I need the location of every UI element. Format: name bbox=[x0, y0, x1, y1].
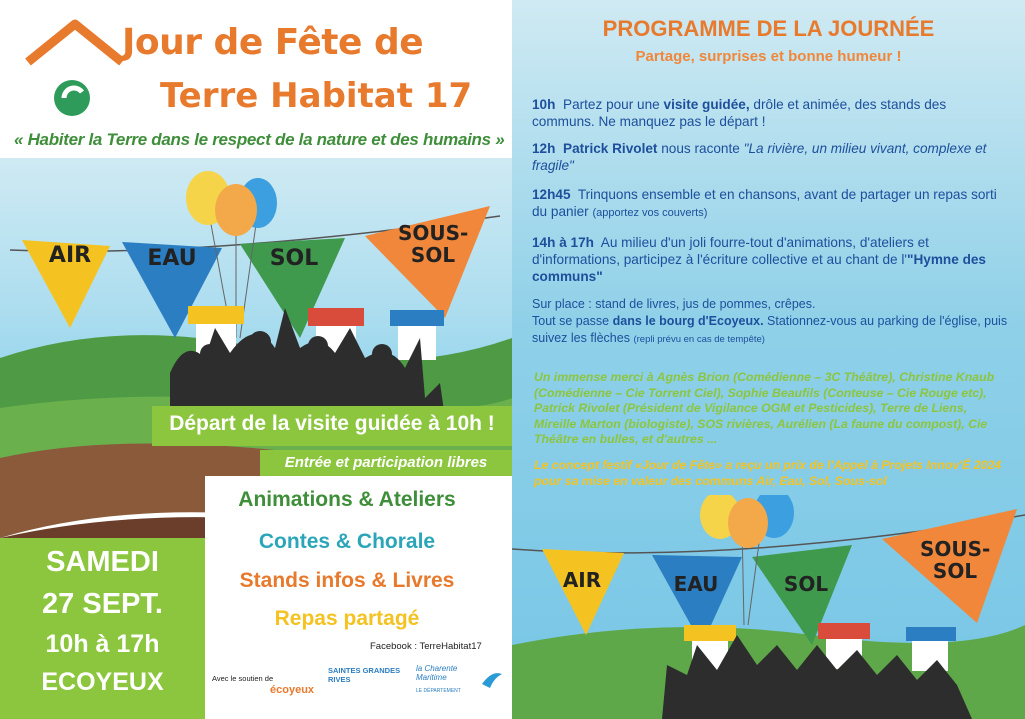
sur-place-line2 bbox=[532, 313, 1012, 348]
item-2-time: 12h bbox=[532, 141, 556, 156]
flag-soussol-line1: SOUS- bbox=[398, 221, 469, 245]
sur-place-2b: dans le bourg d'Ecoyeux. bbox=[612, 314, 764, 328]
sponsor-label: Avec le soutien de bbox=[212, 674, 274, 683]
date-place: ECOYEUX bbox=[41, 668, 164, 696]
program-item-4 bbox=[532, 234, 1012, 285]
flag-sol-label: SOL bbox=[269, 246, 319, 271]
item-4-b: "Hymne des communs" bbox=[532, 252, 986, 284]
program-item-3 bbox=[532, 186, 1012, 222]
sur-place-line1: Sur place : stand de livres, jus de pommes, crêpes. bbox=[532, 297, 816, 311]
activity-4: Repas partagé bbox=[274, 607, 420, 630]
item-2-a: Patrick Rivolet bbox=[563, 141, 658, 156]
sur-place-2d: (repli prévu en cas de tempête) bbox=[633, 334, 765, 345]
item-1-a: Partez pour une bbox=[563, 97, 660, 112]
date-date: 27 SEPT. bbox=[42, 588, 163, 620]
entry-text: Entrée et participation libres bbox=[284, 454, 488, 471]
thanks-text: Un immense merci à Agnès Brion (Comédienne – 3C Théâtre), Christine Knaub (Comédienne – Cie Torrent Ciel), Sophie Beaufils (Conteuse – Cie Rouge etc), Patrick Rivolet (Président de Vigilance OGM et Pesticides), Terre de Liens, Mireille Marton (biologiste), SOS rivières, Aurélien (La faune du compost), Cie Théâtre en bulles, et d'autres ... bbox=[534, 370, 995, 446]
flag-eau-label-2: EAU bbox=[673, 572, 719, 596]
program-item-1 bbox=[532, 96, 1012, 130]
item-1-c: drôle et animée, des stands des communs. Ne manquez pas le départ ! bbox=[532, 97, 947, 129]
program-item-2 bbox=[532, 140, 1012, 174]
item-3-time: 12h45 bbox=[532, 187, 571, 202]
date-day: SAMEDI bbox=[46, 546, 159, 578]
item-3-b: (apportez vos couverts) bbox=[592, 207, 708, 219]
prize-text: Le concept festif «Jour de Fête» a reçu un prix de l'Appel à Projets Innov'É 2024 pour sa mise en valeur des communs Air, Eau, Sol, Sous-sol bbox=[534, 458, 1002, 488]
sponsor-departement: LE DÉPARTEMENT bbox=[416, 688, 461, 694]
flyer-front bbox=[0, 0, 512, 719]
visit-banner: Départ de la visite guidée à 10h ! bbox=[169, 412, 495, 435]
flag-air-label: AIR bbox=[48, 243, 92, 268]
program-illustration bbox=[512, 495, 1025, 719]
program-subtitle: Partage, surprises et bonne humeur ! bbox=[635, 48, 902, 65]
item-4-time: 14h à 17h bbox=[532, 235, 594, 250]
house-logo-icon bbox=[20, 18, 130, 118]
bird-logo-icon bbox=[480, 668, 504, 690]
activity-2: Contes & Chorale bbox=[258, 530, 436, 553]
flag-eau-label: EAU bbox=[147, 246, 197, 271]
sponsor-saintes: SAINTES GRANDES RIVES bbox=[328, 666, 401, 684]
sponsor-ecoyeux: écoyeux bbox=[270, 684, 315, 696]
sur-place-2c: Stationnez-vous au parking de l'église, puis suivez les flèches bbox=[532, 314, 1008, 345]
item-4-a: Au milieu d'un joli fourre-tout d'animations, d'ateliers et d'informations, participez à l'écriture collective et au chant de l' bbox=[532, 235, 929, 267]
activity-3: Stands infos & Livres bbox=[239, 569, 455, 592]
flag-sol-label-2: SOL bbox=[783, 572, 829, 596]
sur-place-2a: Tout se passe bbox=[532, 314, 610, 328]
program-title: PROGRAMME DE LA JOURNÉE bbox=[602, 16, 935, 41]
activity-1: Animations & Ateliers bbox=[238, 488, 456, 511]
item-2-b: nous raconte bbox=[661, 141, 740, 156]
flag-air-label-2: AIR bbox=[562, 568, 602, 592]
motto: « Habiter la Terre dans le respect de la nature et des humains » bbox=[14, 130, 505, 149]
flag-soussol-label-2 bbox=[920, 538, 990, 582]
flag-soussol-line2: SOL bbox=[410, 243, 456, 267]
item-3-a: Trinquons ensemble et en chansons, avant de partager un repas sorti du panier bbox=[532, 187, 997, 219]
title-line1: Jour de Fête de bbox=[122, 22, 424, 63]
item-2-c: "La rivière, un milieu vivant, complexe et fragile" bbox=[532, 141, 987, 173]
date-hours: 10h à 17h bbox=[45, 630, 160, 658]
item-1-b: visite guidée, bbox=[663, 97, 750, 112]
facebook-handle: Facebook : TerreHabitat17 bbox=[370, 641, 482, 652]
sur-place bbox=[532, 296, 1012, 348]
sponsor-charente: la Charente Maritime bbox=[416, 664, 458, 682]
item-1-time: 10h bbox=[532, 97, 556, 112]
flag-soussol2-line2: SOL bbox=[932, 559, 978, 583]
title-line2: Terre Habitat 17 bbox=[160, 76, 473, 116]
flag-soussol2-line1: SOUS- bbox=[920, 537, 991, 561]
flyer-program bbox=[512, 0, 1025, 719]
flag-soussol-label bbox=[398, 222, 468, 266]
